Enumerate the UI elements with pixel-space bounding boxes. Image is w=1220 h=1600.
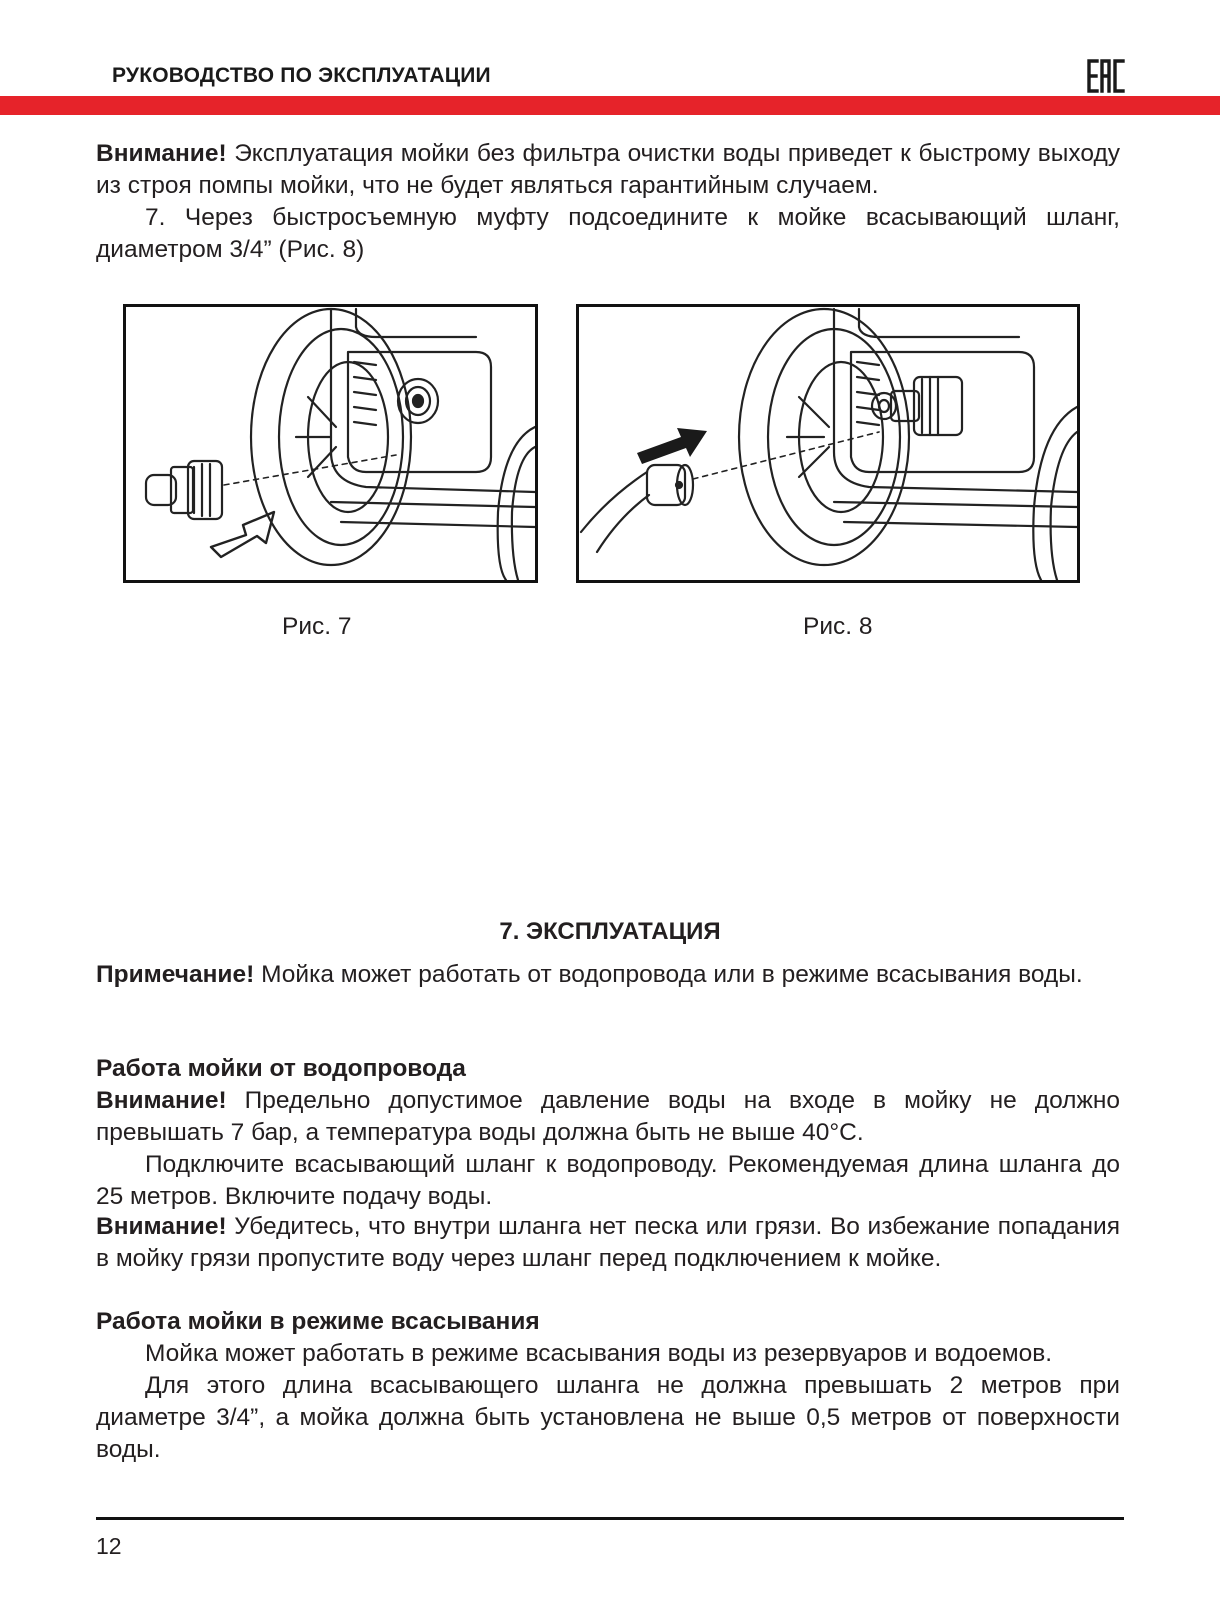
warning-text: Предельно допустимое давление воды на входе в мойку не должно превышать 7 бар, а температура воды должна быть не выше 40°С. (96, 1087, 1120, 1146)
note-text: Мойка может работать от водопровода или в режиме всасывания воды. (254, 961, 1083, 988)
header-red-band (0, 96, 1220, 115)
connect-hose-paragraph: Подключите всасывающий шланг к водопроводу. Рекомендуемая длина шланга до 25 метров. Включите подачу воды. (96, 1151, 1120, 1210)
warning-label: Внимание! (96, 140, 227, 167)
suction-paragraph-2: Для этого длина всасывающего шланга не должна превышать 2 метров при диаметре 3/4”, а мойка должна быть установлена не выше 0,5 метров от поверхности воды. (96, 1372, 1120, 1463)
warning-label: Внимание! (96, 1213, 227, 1240)
note-paragraph (96, 959, 1120, 991)
warning-pressure-paragraph (96, 1085, 1120, 1149)
page-number: 12 (96, 1533, 122, 1559)
section-title: 7. ЭКСПЛУАТАЦИЯ (499, 918, 721, 945)
warning-text: Убедитесь, что внутри шланга нет песка или грязи. Во избежание попадания в мойку грязи пропустите воду через шланг перед подключением к мойке. (96, 1213, 1120, 1272)
note-label: Примечание! (96, 961, 255, 988)
suction-paragraph-1: Мойка может работать в режиме всасывания воды из резервуаров и водоемов. (145, 1340, 1053, 1367)
document-header-title: РУКОВОДСТВО ПО ЭКСПЛУАТАЦИИ (112, 64, 491, 87)
figure-8-illustration (576, 304, 1080, 583)
footer-rule (96, 1517, 1124, 1520)
subheading-suction-mode: Работа мойки в режиме всасывания (96, 1308, 540, 1335)
figure-7-caption: Рис. 7 (282, 613, 352, 640)
eac-logo-icon (1086, 58, 1126, 94)
figure-8-caption: Рис. 8 (803, 613, 873, 640)
subheading-water-supply: Работа мойки от водопровода (96, 1055, 466, 1082)
warning-filter-paragraph (96, 138, 1120, 202)
warning-label: Внимание! (96, 1087, 227, 1114)
warning-sand-paragraph (96, 1211, 1120, 1275)
figure-7-illustration (123, 304, 538, 583)
warning-text: Эксплуатация мойки без фильтра очистки воды приведет к быстрому выходу из строя помпы мойки, что не будет являться гарантийным случаем. (96, 140, 1120, 199)
step-7-paragraph: 7. Через быстросъемную муфту подсоедините к мойке всасывающий шланг, диаметром 3/4” (Рис. 8) (96, 204, 1120, 263)
